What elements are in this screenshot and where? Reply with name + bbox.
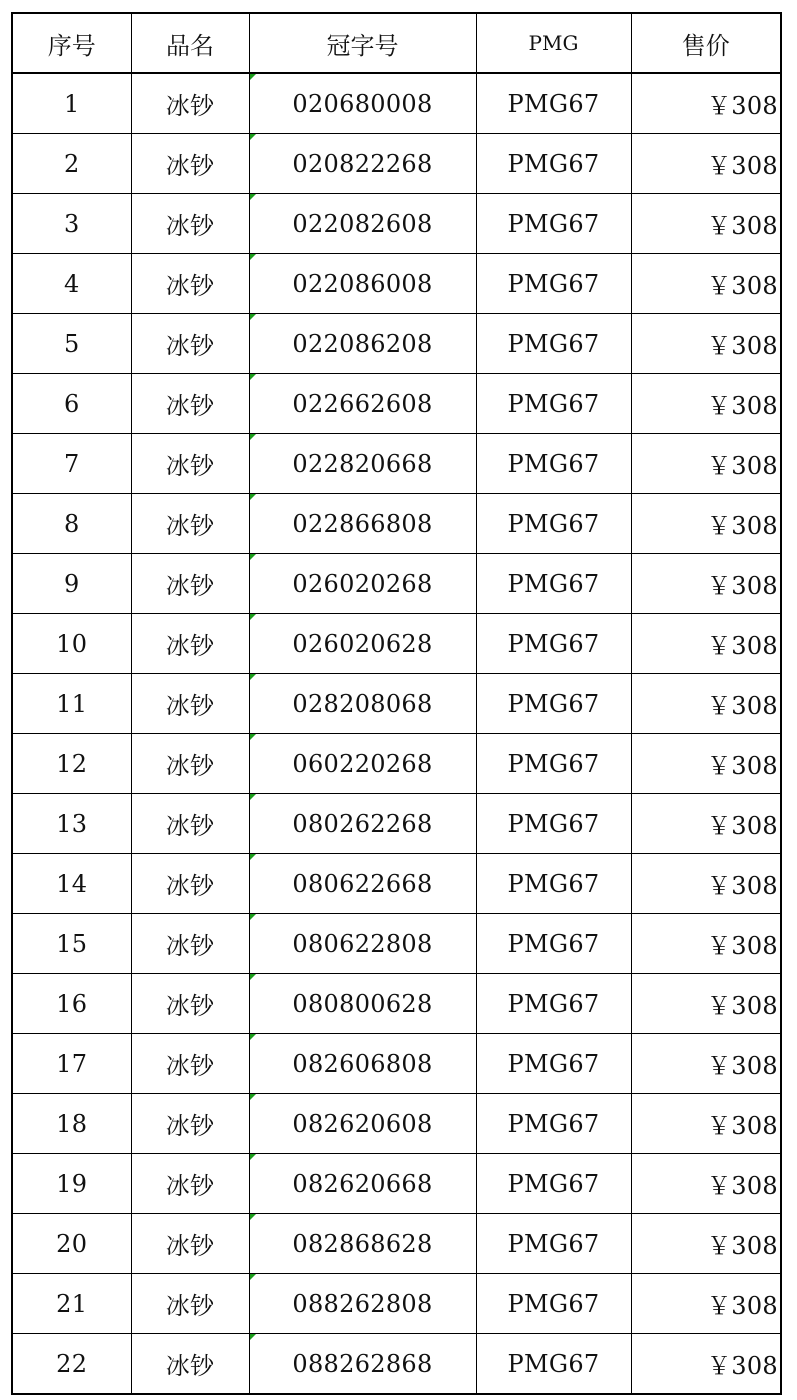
table-row[interactable] [13, 614, 780, 674]
cell-serial[interactable]: 082606808 [249, 1034, 476, 1094]
cell-name[interactable]: 冰钞 [131, 974, 249, 1034]
cell-serial[interactable]: 022086208 [249, 314, 476, 374]
cell-name[interactable]: 冰钞 [131, 554, 249, 614]
cell-serial[interactable]: 026020628 [249, 614, 476, 674]
cell-pmg[interactable]: PMG67 [476, 974, 631, 1034]
table-row[interactable] [13, 73, 780, 134]
header-row [13, 14, 780, 73]
cell-price[interactable]: ￥308 [631, 1214, 780, 1274]
cell-price[interactable]: ￥308 [631, 614, 780, 674]
price-list-sheet [11, 12, 782, 1395]
cell-pmg[interactable]: PMG67 [476, 1334, 631, 1394]
cell-serial[interactable]: 020680008 [249, 73, 476, 134]
cell-price[interactable]: ￥308 [631, 1334, 780, 1394]
cell-price[interactable]: ￥308 [631, 914, 780, 974]
cell-name[interactable]: 冰钞 [131, 794, 249, 854]
cell-pmg[interactable]: PMG67 [476, 914, 631, 974]
cell-no[interactable]: 10 [13, 614, 131, 674]
cell-pmg[interactable]: PMG67 [476, 1274, 631, 1334]
cell-name[interactable]: 冰钞 [131, 1274, 249, 1334]
table-row[interactable] [13, 1034, 780, 1094]
cell-pmg[interactable]: PMG67 [476, 554, 631, 614]
table-row[interactable] [13, 374, 780, 434]
cell-pmg[interactable]: PMG67 [476, 194, 631, 254]
cell-pmg[interactable]: PMG67 [476, 434, 631, 494]
cell-price[interactable]: ￥308 [631, 314, 780, 374]
cell-pmg[interactable]: PMG67 [476, 734, 631, 794]
cell-serial[interactable]: 080262268 [249, 794, 476, 854]
cell-name[interactable]: 冰钞 [131, 494, 249, 554]
cell-name[interactable]: 冰钞 [131, 73, 249, 134]
table-row[interactable] [13, 734, 780, 794]
cell-serial[interactable]: 082868628 [249, 1214, 476, 1274]
table-row[interactable] [13, 554, 780, 614]
table-row[interactable] [13, 494, 780, 554]
cell-serial[interactable]: 028208068 [249, 674, 476, 734]
cell-serial[interactable]: 080622808 [249, 914, 476, 974]
cell-price[interactable]: ￥308 [631, 134, 780, 194]
cell-serial[interactable]: 080800628 [249, 974, 476, 1034]
cell-name[interactable]: 冰钞 [131, 614, 249, 674]
cell-no[interactable]: 13 [13, 794, 131, 854]
cell-no[interactable]: 21 [13, 1274, 131, 1334]
cell-no[interactable]: 11 [13, 674, 131, 734]
table-row[interactable] [13, 914, 780, 974]
cell-pmg[interactable]: PMG67 [476, 1214, 631, 1274]
table-row[interactable] [13, 854, 780, 914]
table-row[interactable] [13, 134, 780, 194]
cell-pmg[interactable]: PMG67 [476, 494, 631, 554]
cell-pmg[interactable]: PMG67 [476, 134, 631, 194]
cell-price[interactable]: ￥308 [631, 494, 780, 554]
table-row[interactable] [13, 194, 780, 254]
cell-serial[interactable]: 020822268 [249, 134, 476, 194]
cell-name[interactable]: 冰钞 [131, 1094, 249, 1154]
cell-price[interactable]: ￥308 [631, 1154, 780, 1214]
cell-pmg[interactable]: PMG67 [476, 73, 631, 134]
cell-no[interactable]: 4 [13, 254, 131, 314]
table-row[interactable] [13, 1094, 780, 1154]
cell-pmg[interactable]: PMG67 [476, 1094, 631, 1154]
table-row[interactable] [13, 974, 780, 1034]
cell-no[interactable]: 19 [13, 1154, 131, 1214]
cell-pmg[interactable]: PMG67 [476, 854, 631, 914]
cell-price[interactable]: ￥308 [631, 254, 780, 314]
table-row[interactable] [13, 314, 780, 374]
cell-serial[interactable]: 082620608 [249, 1094, 476, 1154]
cell-no[interactable]: 15 [13, 914, 131, 974]
cell-no[interactable]: 5 [13, 314, 131, 374]
cell-serial[interactable]: 022866808 [249, 494, 476, 554]
cell-no[interactable]: 14 [13, 854, 131, 914]
cell-pmg[interactable]: PMG67 [476, 614, 631, 674]
header-no: 序号 [13, 14, 131, 73]
cell-pmg[interactable]: PMG67 [476, 314, 631, 374]
table-row[interactable] [13, 1214, 780, 1274]
header-name: 品名 [131, 14, 249, 73]
cell-serial[interactable]: 088262868 [249, 1334, 476, 1394]
cell-name[interactable]: 冰钞 [131, 254, 249, 314]
cell-no[interactable]: 9 [13, 554, 131, 614]
cell-pmg[interactable]: PMG67 [476, 1034, 631, 1094]
cell-name[interactable]: 冰钞 [131, 194, 249, 254]
cell-name[interactable]: 冰钞 [131, 374, 249, 434]
cell-serial[interactable]: 022662608 [249, 374, 476, 434]
cell-price[interactable]: ￥308 [631, 194, 780, 254]
cell-no[interactable]: 18 [13, 1094, 131, 1154]
cell-price[interactable]: ￥308 [631, 1274, 780, 1334]
cell-name[interactable]: 冰钞 [131, 314, 249, 374]
cell-pmg[interactable]: PMG67 [476, 674, 631, 734]
cell-serial[interactable]: 022082608 [249, 194, 476, 254]
cell-name[interactable]: 冰钞 [131, 434, 249, 494]
cell-no[interactable]: 12 [13, 734, 131, 794]
cell-price[interactable]: ￥308 [631, 794, 780, 854]
cell-name[interactable]: 冰钞 [131, 734, 249, 794]
cell-no[interactable]: 3 [13, 194, 131, 254]
cell-serial[interactable]: 088262808 [249, 1274, 476, 1334]
cell-no[interactable]: 17 [13, 1034, 131, 1094]
table-row[interactable] [13, 1274, 780, 1334]
cell-pmg[interactable]: PMG67 [476, 1154, 631, 1214]
cell-price[interactable]: ￥308 [631, 1094, 780, 1154]
cell-name[interactable]: 冰钞 [131, 1334, 249, 1394]
cell-serial[interactable]: 080622668 [249, 854, 476, 914]
price-list-table [13, 14, 780, 1393]
cell-pmg[interactable]: PMG67 [476, 374, 631, 434]
cell-price[interactable]: ￥308 [631, 674, 780, 734]
table-row[interactable] [13, 1154, 780, 1214]
cell-serial[interactable]: 082620668 [249, 1154, 476, 1214]
header-price: 售价 [631, 14, 780, 73]
cell-no[interactable]: 20 [13, 1214, 131, 1274]
cell-name[interactable]: 冰钞 [131, 674, 249, 734]
cell-pmg[interactable]: PMG67 [476, 794, 631, 854]
table-row[interactable] [13, 434, 780, 494]
table-body [13, 73, 780, 1393]
header-pmg: PMG [476, 14, 631, 73]
table-header [13, 14, 780, 73]
cell-price[interactable]: ￥308 [631, 734, 780, 794]
table-row[interactable] [13, 254, 780, 314]
cell-name[interactable]: 冰钞 [131, 914, 249, 974]
table-row[interactable] [13, 794, 780, 854]
table-row[interactable] [13, 674, 780, 734]
cell-no[interactable]: 22 [13, 1334, 131, 1394]
header-serial: 冠字号 [249, 14, 476, 73]
cell-no[interactable]: 1 [13, 73, 131, 134]
cell-price[interactable]: ￥308 [631, 434, 780, 494]
cell-serial[interactable]: 060220268 [249, 734, 476, 794]
cell-no[interactable]: 16 [13, 974, 131, 1034]
cell-no[interactable]: 2 [13, 134, 131, 194]
cell-no[interactable]: 7 [13, 434, 131, 494]
cell-serial[interactable]: 022820668 [249, 434, 476, 494]
cell-name[interactable]: 冰钞 [131, 1034, 249, 1094]
cell-name[interactable]: 冰钞 [131, 1154, 249, 1214]
cell-name[interactable]: 冰钞 [131, 134, 249, 194]
cell-no[interactable]: 6 [13, 374, 131, 434]
cell-price[interactable]: ￥308 [631, 974, 780, 1034]
cell-price[interactable]: ￥308 [631, 554, 780, 614]
table-row[interactable] [13, 1334, 780, 1394]
cell-price[interactable]: ￥308 [631, 374, 780, 434]
cell-pmg[interactable]: PMG67 [476, 254, 631, 314]
cell-price[interactable]: ￥308 [631, 854, 780, 914]
cell-name[interactable]: 冰钞 [131, 1214, 249, 1274]
cell-price[interactable]: ￥308 [631, 73, 780, 134]
cell-serial[interactable]: 022086008 [249, 254, 476, 314]
cell-no[interactable]: 8 [13, 494, 131, 554]
cell-serial[interactable]: 026020268 [249, 554, 476, 614]
cell-price[interactable]: ￥308 [631, 1034, 780, 1094]
cell-name[interactable]: 冰钞 [131, 854, 249, 914]
